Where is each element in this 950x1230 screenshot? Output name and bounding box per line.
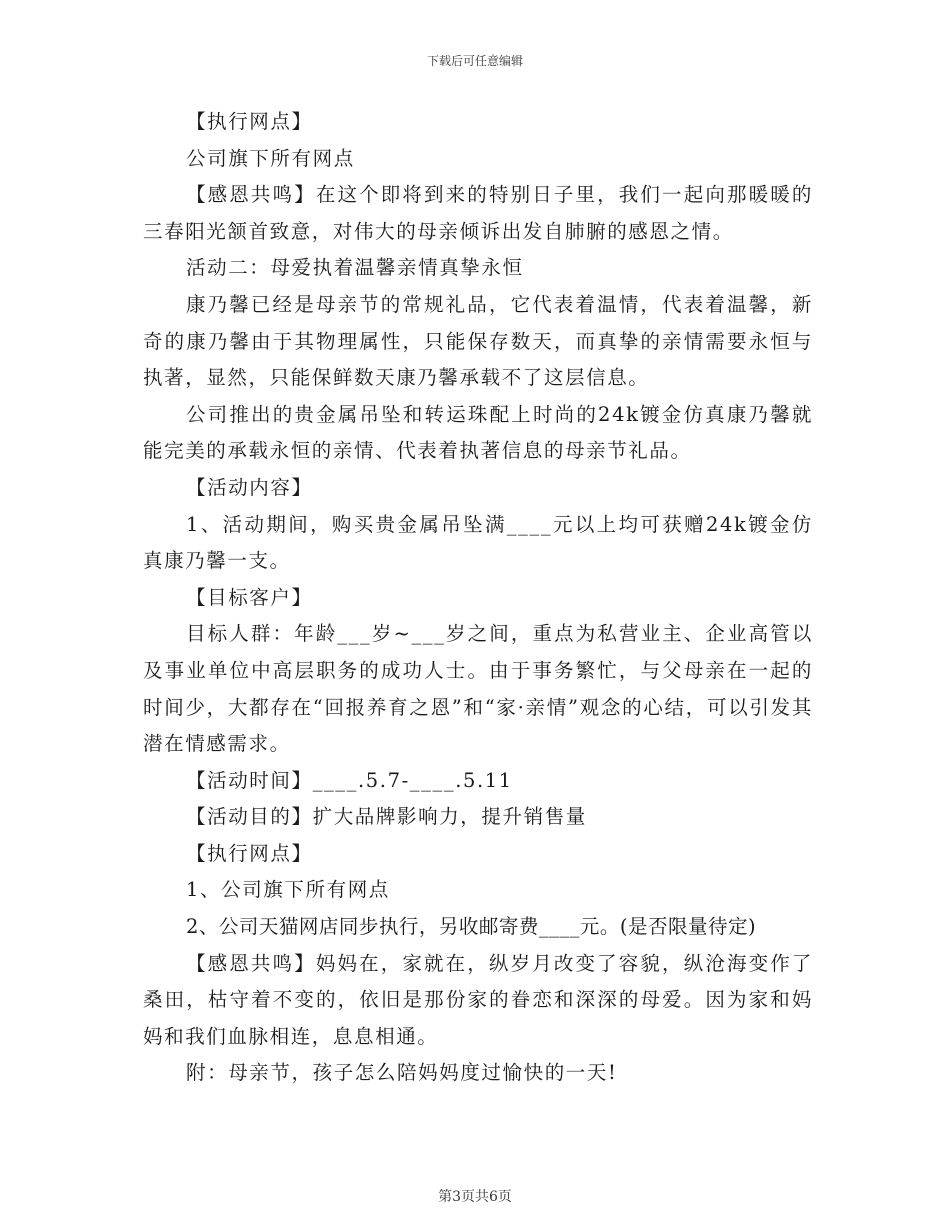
page-footer: 第3页共6页	[438, 1189, 512, 1205]
paragraph-target-group: 目标人群：年龄___岁~___岁之间，重点为私营业主、企业高管以及事业单位中高层职务的成功人士。由于事务繁忙，与父母亲在一起的时间少，大都存在“回报养育之恩”和“家·亲情”观念的心结，可以引发其潜在情感需求。	[143, 622, 813, 756]
section-heading-content: 【活动内容】	[186, 475, 313, 499]
paragraph-gratitude-2: 【感恩共鸣】妈妈在，家就在，纵岁月改变了容貌，纵沧海变作了桑田，枯守着不变的，依旧是那份家的眷恋和深深的母爱。因为家和妈妈和我们血脉相连，息息相通。	[143, 951, 813, 1048]
paragraph-outlet-item-1: 1、公司旗下所有网点	[186, 878, 390, 902]
paragraph-products: 公司推出的贵金属吊坠和转运珠配上时尚的24k镀金仿真康乃馨就能完美的承载永恒的亲情、代表着执著信息的母亲节礼品。	[143, 402, 813, 463]
paragraph-time: 【活动时间】____.5.7-____.5.11	[186, 768, 513, 792]
paragraph-outlet-item-2: 2、公司天猫网店同步执行，另收邮寄费____元。(是否限量待定)	[186, 915, 757, 939]
paragraph-gratitude: 【感恩共鸣】在这个即将到来的特别日子里，我们一起向那暖暖的三春阳光颔首致意，对伟大的母亲倾诉出发自肺腑的感恩之情。	[143, 183, 813, 243]
paragraph-carnation: 康乃馨已经是母亲节的常规礼品，它代表着温情，代表着温馨，新奇的康乃馨由于其物理属性，只能保存数天，而真挚的亲情需要永恒与执著，显然，只能保鲜数天康乃馨承载不了这层信息。	[143, 292, 813, 390]
document-body	[143, 104, 813, 1092]
paragraph-outlets: 公司旗下所有网点	[186, 146, 355, 170]
page-header: 下载后可任意编辑	[426, 54, 523, 68]
activity-two-title: 活动二：母爱执着温馨亲情真挚永恒	[186, 256, 524, 280]
paragraph-appendix: 附：母亲节，孩子怎么陪妈妈度过愉快的一天!	[186, 1061, 618, 1085]
section-heading-outlets-2: 【执行网点】	[186, 841, 313, 865]
section-heading-outlets: 【执行网点】	[186, 110, 313, 133]
section-heading-target: 【目标客户】	[186, 585, 313, 609]
paragraph-content-item: 1、活动期间，购买贵金属吊坠满____元以上均可获赠24k镀金仿真康乃馨一支。	[143, 512, 813, 573]
paragraph-purpose: 【活动目的】扩大品牌影响力，提升销售量	[186, 805, 587, 829]
